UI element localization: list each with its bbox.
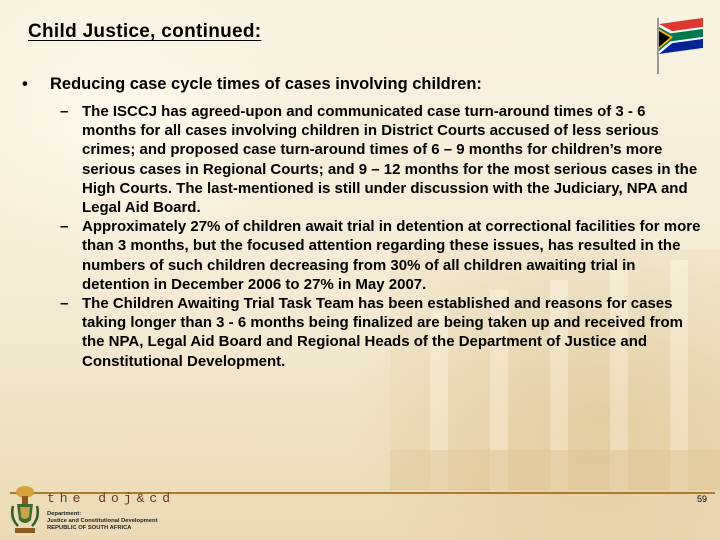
slide-title: Child Justice, continued: [28,21,262,42]
bullet-text: Reducing case cycle times of cases involving children: [50,75,482,93]
sub-bullet-item [60,294,712,371]
coat-of-arms-icon [10,484,40,536]
sub-bullet-marker: – [60,218,69,236]
south-africa-flag-icon [652,14,708,76]
sub-bullet-marker: – [60,295,69,313]
sub-bullet-text: The ISCCJ has agreed-upon and communicated case turn-around times of 3 - 6 months for all cases involving children in District Courts accused of less serious crimes; and proposed case turn-around times of 6 – 9 months for children’s more serious cases in Regional Courts; and 9 – 12 months for the most serious cases in the High Courts. The last-mentioned is still under discussion with the Judiciary, NPA and Legal Aid Board. [82,103,698,217]
bullet-marker: • [22,75,28,93]
department-name: Department: Justice and Constitutional Development REPUBLIC OF SOUTH AFRICA [47,511,158,531]
sub-bullet-text: Approximately 27% of children await trial in detention at correctional facilities for more than 3 months, but the focused attention regarding these issues, has resulted in the numbers of such children decreasing from 30% of all children awaiting trial in detention in December 2006 to 27% in May 2007. [82,218,701,293]
brand-wordmark: the doj&cd [47,491,176,506]
slide-footer [0,482,720,540]
bullet-item [20,74,700,94]
sub-bullet-item [60,102,712,217]
slide-content [20,74,700,371]
sub-bullet-item [60,217,712,294]
sub-bullet-list [60,102,712,371]
sub-bullet-text: The Children Awaiting Trial Task Team has been established and reasons for cases taking longer than 3 - 6 months being finalized are being taken up and received from the NPA, Legal Aid Board and Regional Heads of the Department of Justice and Constitutional Development. [82,295,683,370]
page-number: 59 [697,494,708,504]
sub-bullet-marker: – [60,103,69,120]
